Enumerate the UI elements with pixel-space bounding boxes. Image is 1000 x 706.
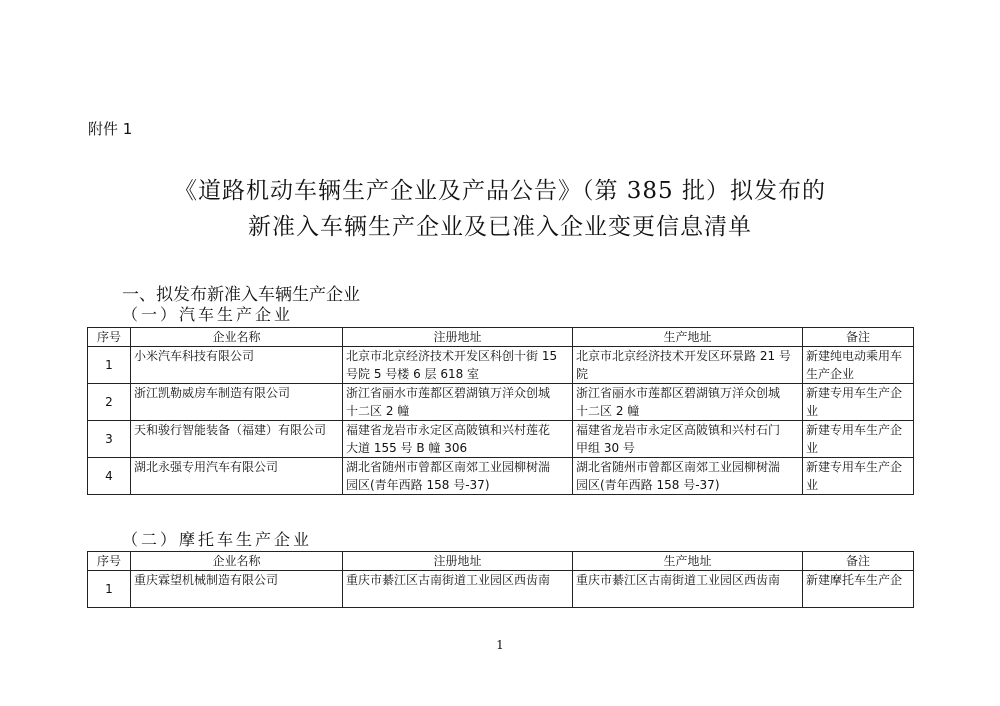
cell-prod-address [573,571,803,608]
cell-reg-address [343,571,573,608]
cell-name: 天和骏行智能装备（福建）有限公司 [131,421,343,458]
cell-line: 业 [806,478,819,492]
cell-prod-address [573,347,803,384]
header-cell-prod-address: 生产地址 [573,552,803,571]
moto-enterprise-table [87,551,914,608]
cell-line: 新建纯电动乘用车 [806,349,903,363]
page-number: 1 [496,638,504,652]
cell-prod-address [573,458,803,495]
header-cell-no: 序号 [88,328,131,347]
cell-line: 园区(青年西路 158 号-37) [346,478,490,492]
cell-line: 大道 155 号 B 幢 306 [346,441,468,455]
cell-line: 北京市北京经济技术开发区科创十街 15 [346,349,558,363]
table-header-row [88,552,914,571]
cell-line: 浙江省丽水市莲都区碧湖镇万洋众创城 [346,386,551,400]
header-cell-name: 企业名称 [131,328,343,347]
document-title-line-2: 新准入车辆生产企业及已准入企业变更信息清单 [248,214,752,240]
auto-enterprise-table [87,327,914,495]
section-heading: 一、拟发布新准入车辆生产企业 [122,285,360,305]
cell-prod-address [573,421,803,458]
cell-line: 湖北省随州市曾都区南郊工业园柳树湍 [576,460,781,474]
cell-note [803,384,914,421]
cell-line: 新建专用车生产企 [806,423,903,437]
cell-line: 湖北省随州市曾都区南郊工业园柳树湍 [346,460,551,474]
cell-no: 2 [88,384,131,421]
table-row [88,384,914,421]
attachment-label: 附件 1 [88,120,133,138]
cell-reg-address [343,347,573,384]
cell-line: 生产企业 [806,367,855,381]
cell-no: 4 [88,458,131,495]
cell-line: 北京市北京经济技术开发区环景路 21 号 [576,349,791,363]
header-cell-no: 序号 [88,552,131,571]
cell-line: 福建省龙岩市永定区高陂镇和兴村莲花 [346,423,551,437]
cell-no: 1 [88,347,131,384]
header-cell-name: 企业名称 [131,552,343,571]
table-header-row [88,328,914,347]
cell-note [803,347,914,384]
cell-note [803,571,914,608]
table-row [88,571,914,608]
cell-note [803,458,914,495]
cell-name: 浙江凯勒威房车制造有限公司 [131,384,343,421]
cell-line: 新建摩托车生产企 [806,573,903,587]
cell-name: 小米汽车科技有限公司 [131,347,343,384]
subsection-moto-heading: （二）摩托车生产企业 [122,530,313,549]
cell-name: 湖北永强专用汽车有限公司 [131,458,343,495]
cell-line: 重庆市綦江区古南街道工业园区西齿南 [346,573,551,587]
header-cell-note: 备注 [803,552,914,571]
header-cell-reg-address: 注册地址 [343,328,573,347]
table-row [88,347,914,384]
cell-line: 园区(青年西路 158 号-37) [576,478,720,492]
cell-line: 院 [576,367,589,381]
cell-line: 新建专用车生产企 [806,386,903,400]
cell-line: 业 [806,441,819,455]
cell-reg-address [343,384,573,421]
header-cell-reg-address: 注册地址 [343,552,573,571]
subsection-auto-heading: （一）汽车生产企业 [122,305,294,324]
cell-reg-address [343,421,573,458]
cell-line: 业 [806,404,819,418]
cell-reg-address [343,458,573,495]
table-row [88,458,914,495]
cell-line: 十二区 2 幢 [576,404,640,418]
cell-line: 重庆市綦江区古南街道工业园区西齿南 [576,573,781,587]
table-row [88,421,914,458]
cell-line: 新建专用车生产企 [806,460,903,474]
cell-line: 浙江省丽水市莲都区碧湖镇万洋众创城 [576,386,781,400]
cell-line: 甲组 30 号 [576,441,635,455]
cell-no: 3 [88,421,131,458]
cell-note [803,421,914,458]
cell-line: 号院 5 号楼 6 层 618 室 [346,367,480,381]
cell-line: 福建省龙岩市永定区高陂镇和兴村石门 [576,423,781,437]
cell-prod-address [573,384,803,421]
header-cell-note: 备注 [803,328,914,347]
document-title-line-1: 《道路机动车辆生产企业及产品公告》（第 385 批）拟发布的 [173,178,827,204]
cell-name: 重庆霖望机械制造有限公司 [131,571,343,608]
cell-no: 1 [88,571,131,608]
header-cell-prod-address: 生产地址 [573,328,803,347]
cell-line: 十二区 2 幢 [346,404,410,418]
